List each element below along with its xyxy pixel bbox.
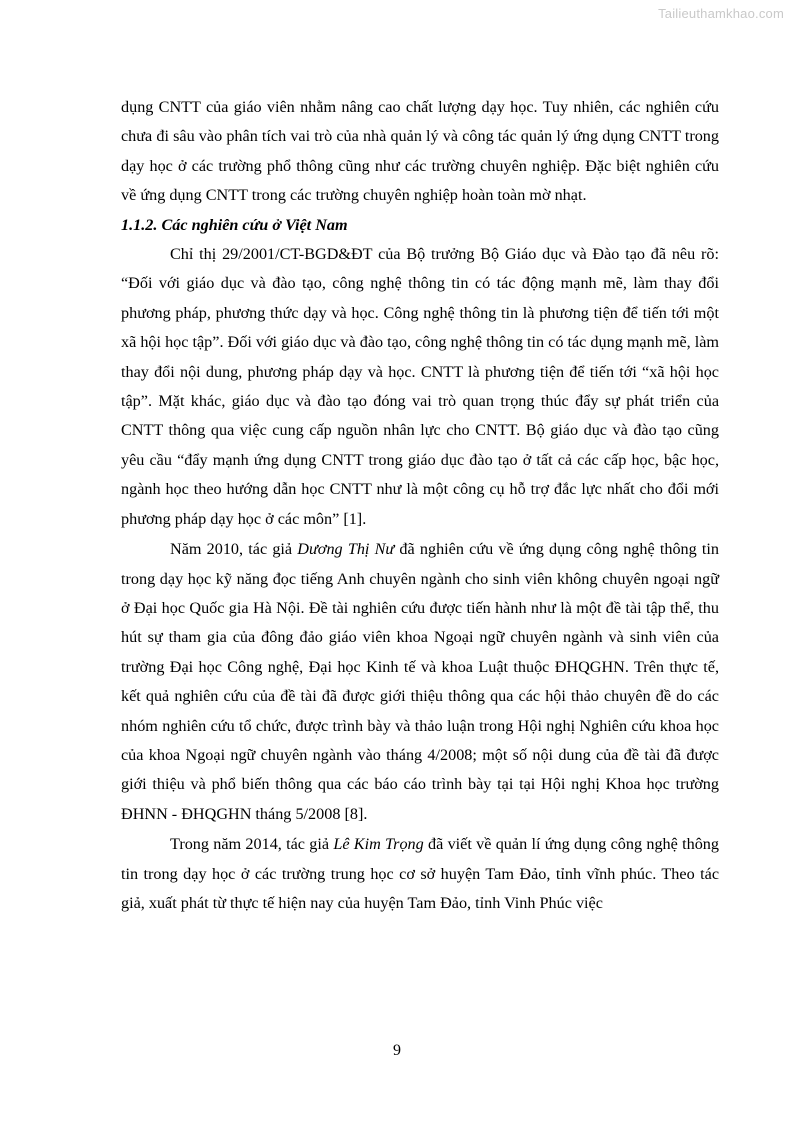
paragraph-text: Năm 2010, tác giả <box>170 540 298 559</box>
paragraph-text: đã viết về quản lí ứng dụng công nghệ thông tin trong dạy học ở các trường trung học cơ sở huyện Tam Đảo, tỉnh vĩnh phúc. Theo tác giả, xuất phát từ thực tế hiện nay của huyện Tam Đảo, tỉnh Vinh Phúc việc <box>121 835 719 912</box>
paragraph-text: đã nghiên cứu về ứng dụng công nghệ thông tin trong dạy học kỹ năng đọc tiếng Anh chuyên ngành cho sinh viên không chuyên ngoại ngữ ở Đại học Quốc gia Hà Nội. Đề tài nghiên cứu được tiến hành như là một đề tài tập thể, thu hút sự tham gia của đông đảo giáo viên khoa Ngoại ngữ chuyên ngành và sinh viên của trường Đại học Công nghệ, Đại học Kinh tế và khoa Luật thuộc ĐHQGHN. Trên thực tế, kết quả nghiên cứu của đề tài đã được giới thiệu thông qua các hội thảo chuyên đề do các nhóm nghiên cứu tổ chức, được trình bày và thảo luận trong Hội nghị Nghiên cứu khoa học của khoa Ngoại ngữ chuyên ngành vào tháng 4/2008; một số nội dung của đề tài đã được giới thiệu và phổ biến thông qua các báo cáo trình bày tại tại Hội nghị Khoa học trường ĐHNN - ĐHQGHN tháng 5/2008 [8]. <box>121 540 719 823</box>
paragraph-le-kim-trong <box>121 830 719 918</box>
paragraph-directive: Chỉ thị 29/2001/CT-BGD&ĐT của Bộ trưởng Bộ Giáo dục và Đào tạo đã nêu rõ: “Đối với giáo dục và đào tạo, công nghệ thông tin có tác động mạnh mẽ, làm thay đổi phương pháp, phương thức dạy và học. Công nghệ thông tin là phương tiện để tiến tới một xã hội học tập”. Đối với giáo dục và đào tạo, công nghệ thông tin có tác dụng mạnh mẽ, làm thay đổi nội dung, phương pháp dạy và học. CNTT là phương tiện để tiến tới “xã hội học tập”. Mặt khác, giáo dục và đào tạo đóng vai trò quan trọng thúc đẩy sự phát triển của CNTT thông qua việc cung cấp nguồn nhân lực cho CNTT. Bộ giáo dục và đào tạo cũng yêu cầu “đẩy mạnh ứng dụng CNTT trong giáo dục đào tạo ở tất cả các cấp học, bậc học, ngành học theo hướng dẫn học CNTT như là một công cụ hỗ trợ đắc lực nhất cho đổi mới phương pháp dạy học ở các môn” [1]. <box>121 245 719 528</box>
page-number: 9 <box>393 1042 401 1059</box>
watermark-text: Tailieuthamkhao.com <box>658 6 784 21</box>
paragraph-text: Trong năm 2014, tác giả <box>170 835 334 854</box>
document-body <box>121 93 719 918</box>
author-name: Lê Kim Trọng <box>333 835 424 854</box>
author-name: Dương Thị Nư <box>297 540 395 559</box>
paragraph-continuation: dụng CNTT của giáo viên nhằm nâng cao chất lượng dạy học. Tuy nhiên, các nghiên cứu chưa đi sâu vào phân tích vai trò của nhà quản lý và công tác quản lý ứng dụng CNTT trong dạy học ở các trường phổ thông cũng như các trường chuyên nghiệp. Đặc biệt nghiên cứu về ứng dụng CNTT trong các trường chuyên nghiệp hoàn toàn mờ nhạt. <box>121 98 719 205</box>
paragraph-duong-thi-nu <box>121 535 719 829</box>
section-heading: 1.1.2. Các nghiên cứu ở Việt Nam <box>121 215 348 234</box>
